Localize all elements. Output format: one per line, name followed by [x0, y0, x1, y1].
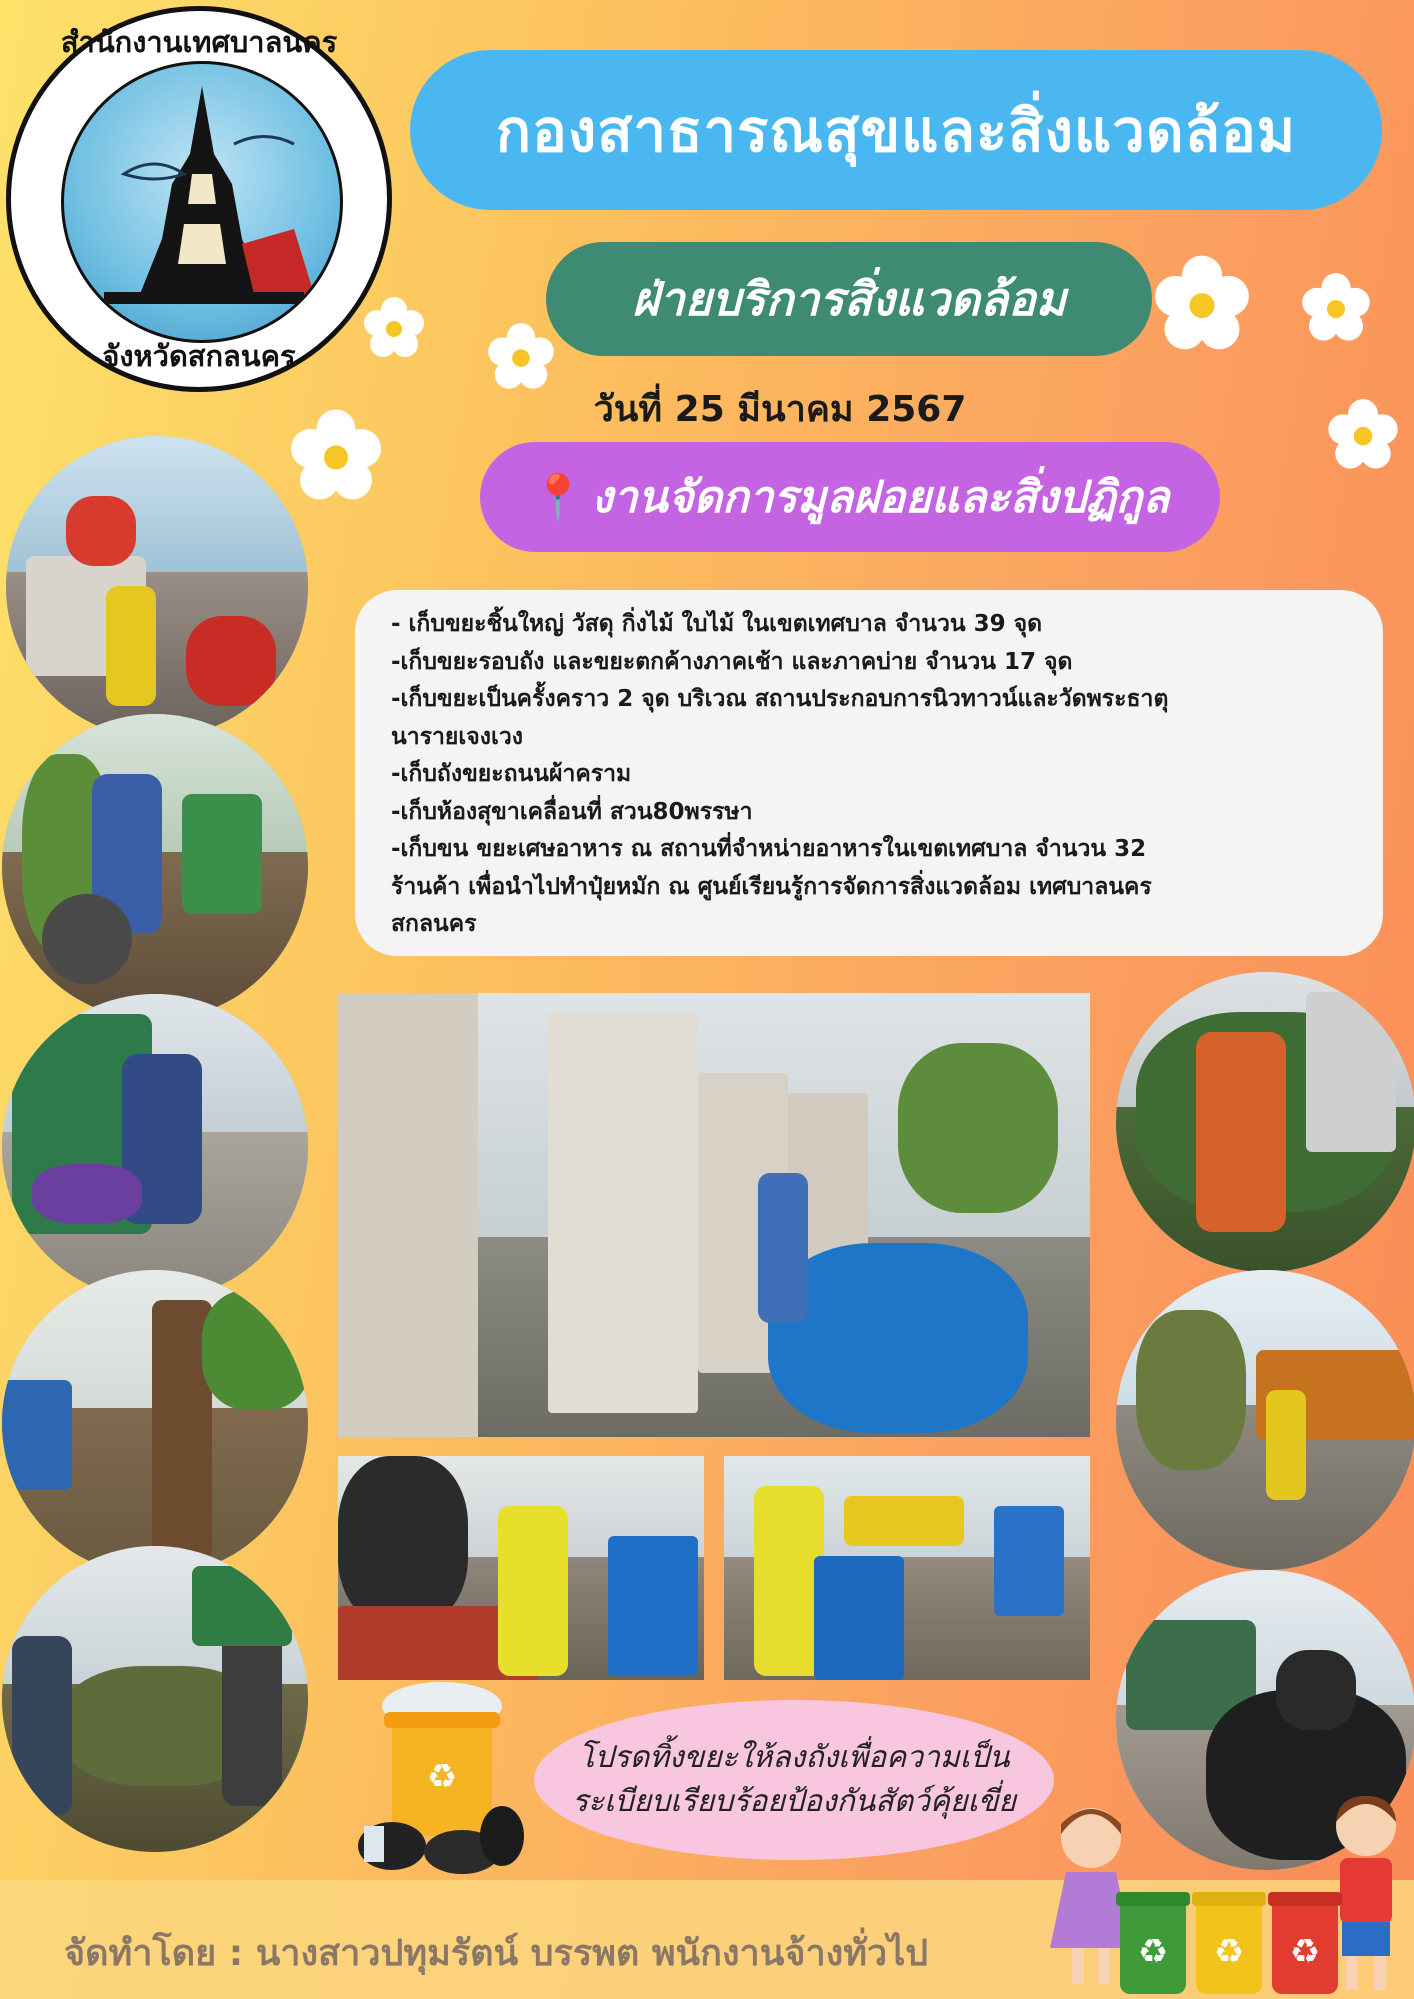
- division-title: ฝ่ายบริการสิ่งแวดล้อม: [546, 242, 1152, 356]
- task-title: [480, 442, 1220, 552]
- green-recycle-bin-icon: ♻: [1120, 1902, 1186, 1994]
- trash-bin-illustration-icon: [352, 1676, 532, 1876]
- reminder-bubble: [534, 1700, 1054, 1860]
- credit-text: จัดทำโดย : นางสาวปทุมรัตน์ บรรพต พนักงานจ้างทั่วไป: [64, 1933, 929, 1974]
- photo-bin-lifting: [2, 994, 308, 1300]
- logo-ring-bottom-text: จังหวัดสกลนคร: [102, 339, 296, 373]
- activity-item: -เก็บขยะเป็นครั้งคราว 2 จุด บริเวณ สถานประกอบการนิวทาวน์และวัดพระธาตุ: [391, 686, 1169, 712]
- logo-ring-top-text: สำนักงานเทศบาลนคร: [60, 25, 338, 59]
- photo-mobile-toilets: [338, 993, 1090, 1437]
- activity-item: ร้านค้า เพื่อนำไปทำปุ๋ยหมัก ณ ศูนย์เรียนรู้การจัดการสิ่งแวดล้อม เทศบาลนคร: [391, 873, 1152, 900]
- photo-bin-placement: [724, 1456, 1090, 1680]
- map-pin-icon: 📍: [530, 472, 586, 523]
- photo-branch-collection: [2, 1546, 308, 1852]
- logo-emblem: [61, 61, 343, 343]
- activity-item: - เก็บขยะชิ้นใหญ่ วัสดุ กิ่งไม้ ใบไม้ ในเขตเทศบาล จำนวน 39 จุด: [391, 611, 1043, 637]
- flower-icon: [486, 322, 556, 392]
- activity-list: [355, 590, 1383, 956]
- photo-bin-emptying: [338, 1456, 704, 1680]
- yellow-recycle-bin-icon: ♻: [1196, 1902, 1262, 1994]
- svg-text:♻: ♻: [426, 1757, 458, 1797]
- municipality-logo: [6, 6, 392, 392]
- flower-icon: [1152, 254, 1252, 354]
- flower-icon: [362, 296, 426, 360]
- photo-sweeping: [2, 714, 308, 1020]
- activity-item: สกลนคร: [391, 911, 477, 937]
- activity-item: นารายเจงเวง: [391, 723, 523, 750]
- red-recycle-bin-icon: ♻: [1272, 1902, 1338, 1994]
- task-title-text: งานจัดการมูลฝอยและสิ่งปฏิกูล: [591, 472, 1170, 523]
- photo-tree-trimming: [2, 1270, 308, 1576]
- photo-truck-branches: [1116, 1270, 1414, 1570]
- activity-item: -เก็บขน ขยะเศษอาหาร ณ สถานที่จำหน่ายอาหารในเขตเทศบาล จำนวน 32: [391, 836, 1147, 862]
- flower-icon: [1300, 272, 1372, 344]
- pagoda-icon: [64, 64, 340, 340]
- report-date: วันที่ 25 มีนาคม 2567: [593, 389, 967, 430]
- flower-icon: [1326, 398, 1400, 472]
- photo-truck-loading: [6, 436, 308, 738]
- reminder-line-2: ระเบียบเรียบร้อยป้องกันสัตว์คุ้ยเขี่ย: [572, 1784, 1016, 1819]
- reminder-line-1: โปรดทิ้งขยะให้ลงถังเพื่อความเป็น: [578, 1740, 1010, 1775]
- department-title: กองสาธารณสุขและสิ่งแวดล้อม: [410, 50, 1382, 210]
- activity-item: -เก็บห้องสุขาเคลื่อนที่ สวน80พรรษา: [391, 798, 753, 825]
- photo-cutting-branches: [1116, 972, 1414, 1272]
- activity-item: -เก็บถังขยะถนนผ้าคราม: [391, 761, 632, 787]
- activity-item: -เก็บขยะรอบถัง และขยะตกค้างภาคเช้า และภาคบ่าย จำนวน 17 จุด: [391, 648, 1073, 675]
